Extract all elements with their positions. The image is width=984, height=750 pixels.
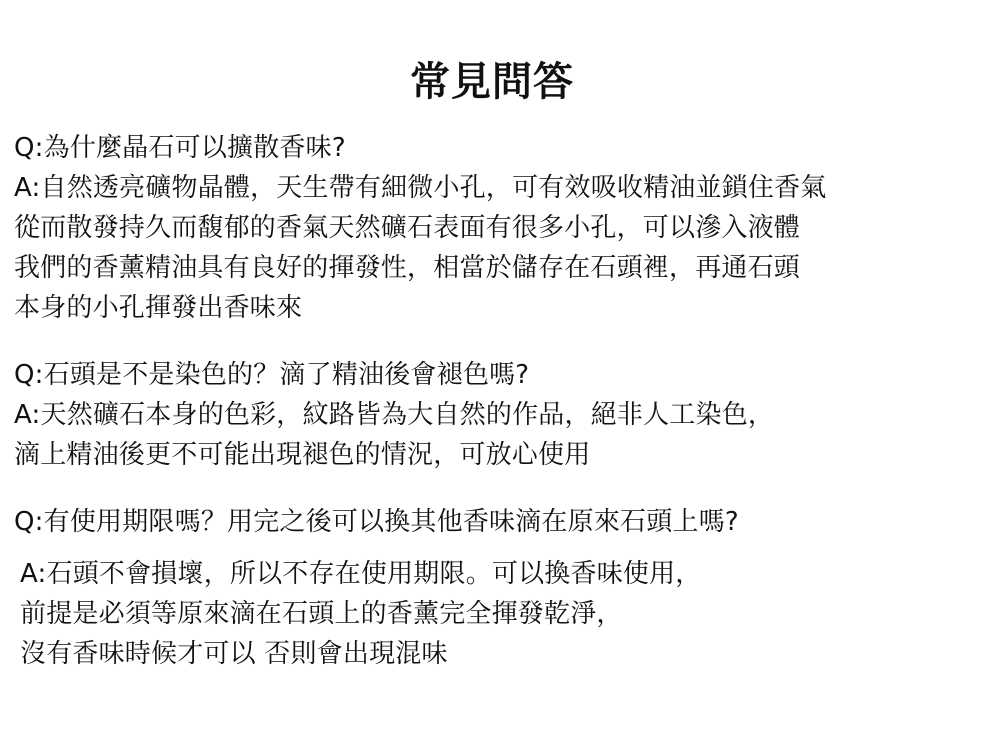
page-title: 常見問答 xyxy=(410,59,574,105)
faq-answer-line: 前提是必須等原來滴在石頭上的香薰完全揮發乾淨， xyxy=(20,599,623,629)
faq-answer-line: 從而散發持久而馥郁的香氣天然礦石表面有很多小孔，可以滲入液體 xyxy=(14,213,801,243)
faq-answer xyxy=(14,395,974,475)
faq-answer xyxy=(14,554,974,674)
faq-question: Q:為什麼晶石可以擴散香味? xyxy=(14,133,346,163)
faq-answer-line: A:自然透亮礦物晶體，天生帶有細微小孔，可有效吸收精油並鎖住香氣 xyxy=(14,173,827,203)
faq-item xyxy=(14,128,974,328)
faq-answer-line: 滴上精油後更不可能出現褪色的情況，可放心使用 xyxy=(14,440,591,470)
faq-answer xyxy=(14,168,974,328)
faq-answer-line: 我們的香薰精油具有良好的揮發性，相當於儲存在石頭裡，再通石頭 xyxy=(14,253,801,283)
faq-item xyxy=(14,355,974,475)
faq-item xyxy=(14,502,974,674)
faq-answer-line: A:石頭不會損壞，所以不存在使用期限。可以換香味使用， xyxy=(20,559,702,589)
faq-answer-line: 沒有香味時候才可以 否則會出現混味 xyxy=(20,639,448,669)
faq-answer-line: A:天然礦石本身的色彩，紋路皆為大自然的作品，絕非人工染色， xyxy=(14,400,775,430)
faq-question: Q:有使用期限嗎？用完之後可以換其他香味滴在原來石頭上嗎? xyxy=(14,507,739,537)
faq-question: Q:石頭是不是染色的？滴了精油後會褪色嗎? xyxy=(14,360,530,390)
faq-answer-line: 本身的小孔揮發出香味來 xyxy=(14,293,303,323)
